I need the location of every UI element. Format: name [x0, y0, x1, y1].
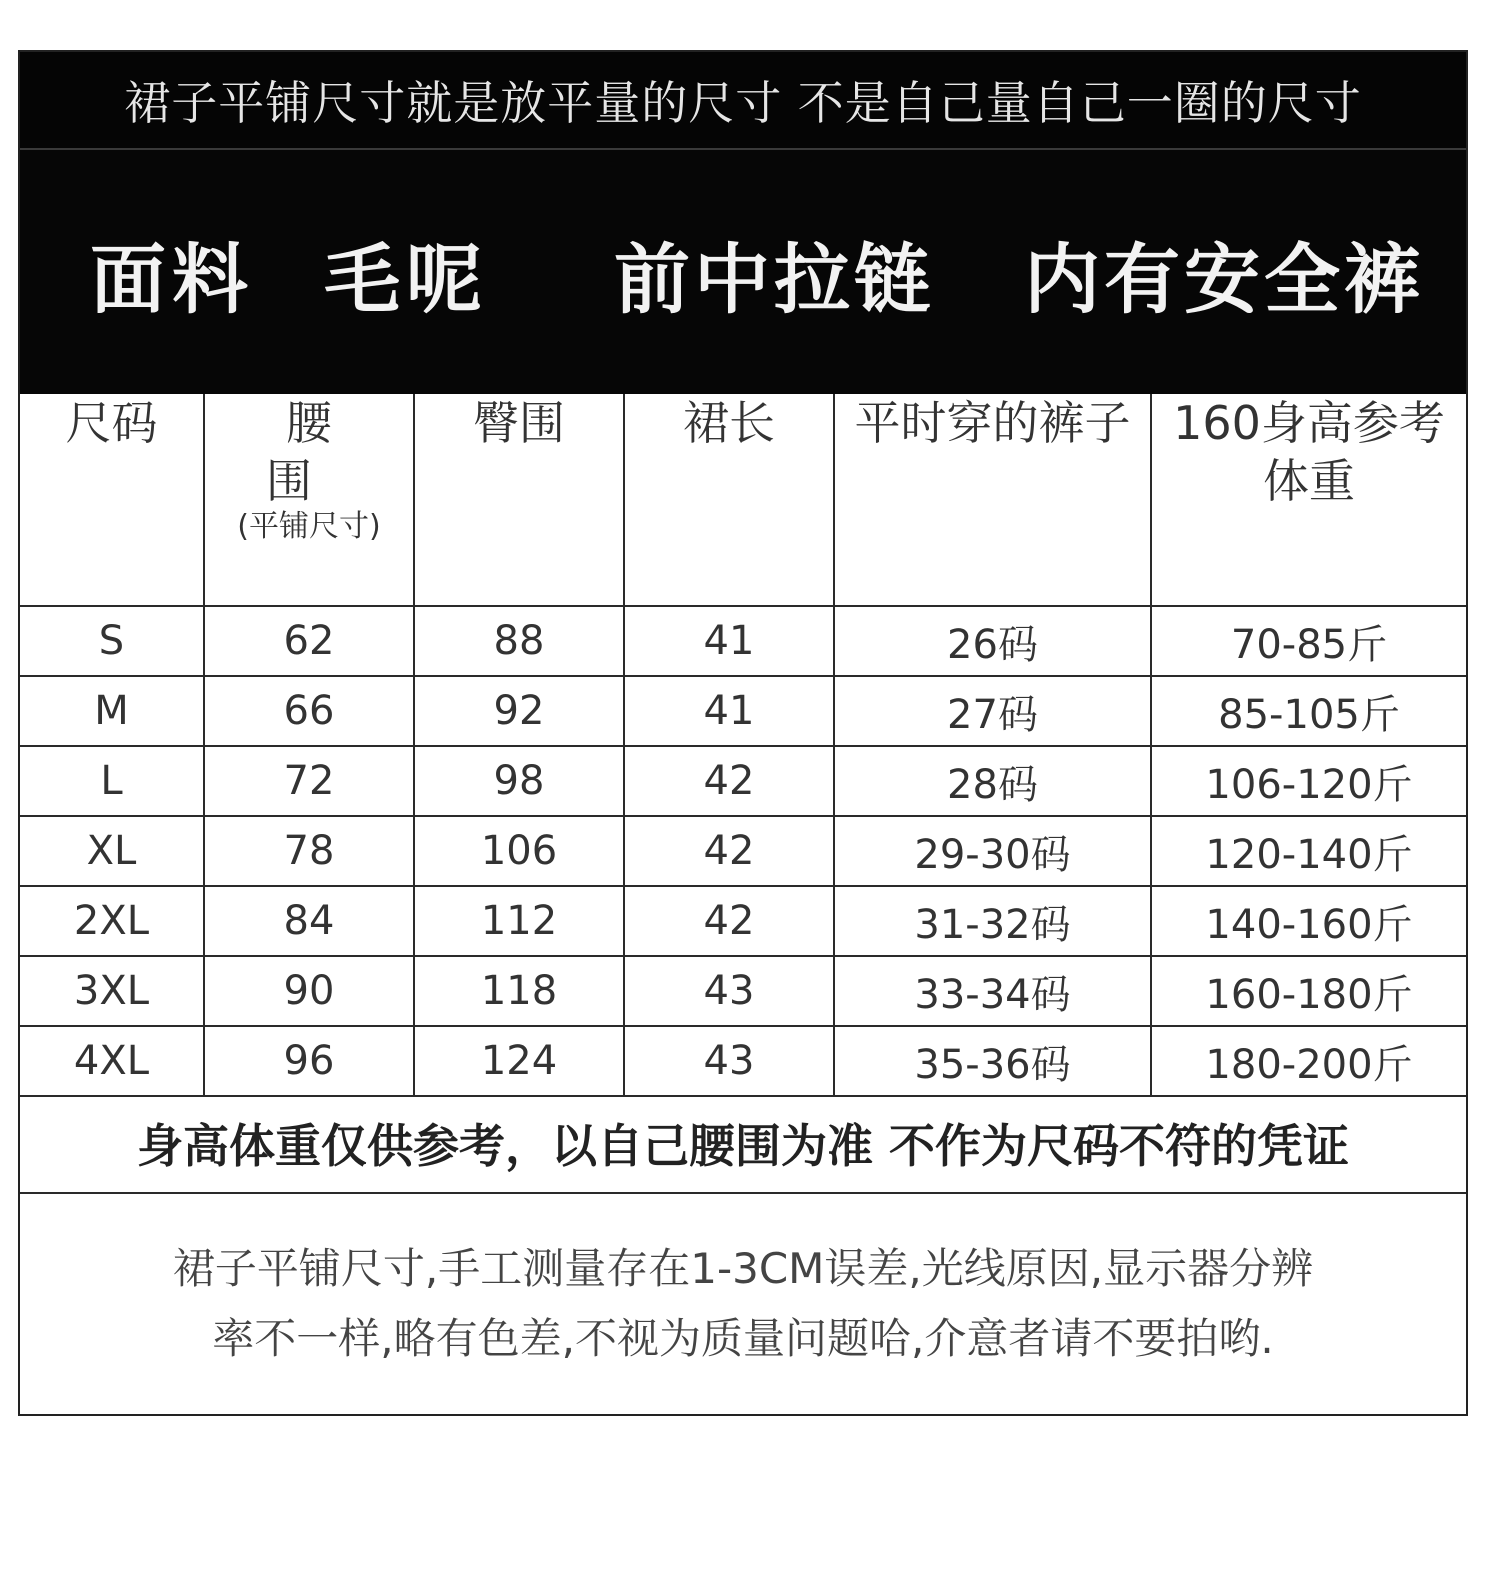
- disclaimer-line2: 率不一样,略有色差,不视为质量问题哈,介意者请不要拍哟.: [212, 1314, 1274, 1363]
- header-note: 裙子平铺尺寸就是放平量的尺寸 不是自己量自己一圈的尺寸: [124, 76, 1362, 130]
- shorts-feature: 内有安全裤: [1024, 235, 1424, 324]
- cell-weight: 180-200斤: [1151, 1026, 1466, 1096]
- header-note-band: [20, 52, 1466, 150]
- reference-note-band: [20, 1094, 1466, 1194]
- cell-weight: 85-105斤: [1151, 676, 1466, 746]
- cell-size: 4XL: [20, 1026, 204, 1096]
- reference-note: 身高体重仅供参考，以自己腰围为准 不作为尺码不符的凭证: [136, 1119, 1349, 1173]
- table-header-row: [20, 394, 1466, 606]
- cell-length: 43: [624, 1026, 834, 1096]
- cell-hip: 98: [414, 746, 624, 816]
- fabric-value: 毛呢: [324, 235, 488, 324]
- cell-hip: 124: [414, 1026, 624, 1096]
- cell-hip: 88: [414, 606, 624, 676]
- cell-weight: 140-160斤: [1151, 886, 1466, 956]
- cell-pants: 27码: [834, 676, 1151, 746]
- cell-weight: 106-120斤: [1151, 746, 1466, 816]
- cell-hip: 118: [414, 956, 624, 1026]
- header-size: 尺码: [20, 394, 204, 606]
- cell-pants: 33-34码: [834, 956, 1151, 1026]
- cell-length: 41: [624, 676, 834, 746]
- header-weight-line1: 160身高参考: [1173, 396, 1445, 450]
- table-row: [20, 816, 1466, 886]
- disclaimer-line1: 裙子平铺尺寸,手工测量存在1-3CM误差,光线原因,显示器分辨: [172, 1244, 1314, 1293]
- cell-waist: 78: [204, 816, 414, 886]
- fabric-label: 面料: [90, 235, 254, 324]
- cell-pants: 31-32码: [834, 886, 1151, 956]
- table-row: [20, 746, 1466, 816]
- cell-length: 42: [624, 816, 834, 886]
- cell-hip: 92: [414, 676, 624, 746]
- cell-pants: 28码: [834, 746, 1151, 816]
- header-waist-sub: (平铺尺寸): [237, 509, 381, 544]
- table-row: [20, 956, 1466, 1026]
- cell-pants: 26码: [834, 606, 1151, 676]
- header-waist-label: 腰围: [266, 396, 372, 508]
- cell-pants: 29-30码: [834, 816, 1151, 886]
- feature-band: [20, 150, 1466, 394]
- cell-size: XL: [20, 816, 204, 886]
- cell-length: 41: [624, 606, 834, 676]
- table-row: [20, 886, 1466, 956]
- size-chart-frame: [18, 50, 1468, 1416]
- cell-weight: 70-85斤: [1151, 606, 1466, 676]
- disclaimer: [20, 1194, 1466, 1414]
- header-waist: [204, 394, 414, 606]
- cell-waist: 84: [204, 886, 414, 956]
- cell-length: 42: [624, 886, 834, 956]
- cell-weight: 120-140斤: [1151, 816, 1466, 886]
- cell-waist: 62: [204, 606, 414, 676]
- cell-length: 43: [624, 956, 834, 1026]
- fabric-feature: [90, 235, 488, 324]
- zipper-feature: 前中拉链: [614, 235, 934, 324]
- table-row: [20, 606, 1466, 676]
- header-pants: 平时穿的裤子: [834, 394, 1151, 606]
- cell-size: 2XL: [20, 886, 204, 956]
- table-body: [20, 606, 1466, 1096]
- header-length: 裙长: [624, 394, 834, 606]
- cell-size: L: [20, 746, 204, 816]
- header-hip: 臀围: [414, 394, 624, 606]
- cell-pants: 35-36码: [834, 1026, 1151, 1096]
- cell-hip: 106: [414, 816, 624, 886]
- table-row: [20, 676, 1466, 746]
- cell-waist: 96: [204, 1026, 414, 1096]
- size-table: [20, 394, 1466, 1097]
- cell-waist: 66: [204, 676, 414, 746]
- header-weight: [1151, 394, 1466, 606]
- table-row: [20, 1026, 1466, 1096]
- header-weight-line2: 体重: [1263, 454, 1355, 508]
- cell-waist: 90: [204, 956, 414, 1026]
- cell-size: S: [20, 606, 204, 676]
- cell-weight: 160-180斤: [1151, 956, 1466, 1026]
- cell-length: 42: [624, 746, 834, 816]
- cell-waist: 72: [204, 746, 414, 816]
- cell-hip: 112: [414, 886, 624, 956]
- cell-size: M: [20, 676, 204, 746]
- cell-size: 3XL: [20, 956, 204, 1026]
